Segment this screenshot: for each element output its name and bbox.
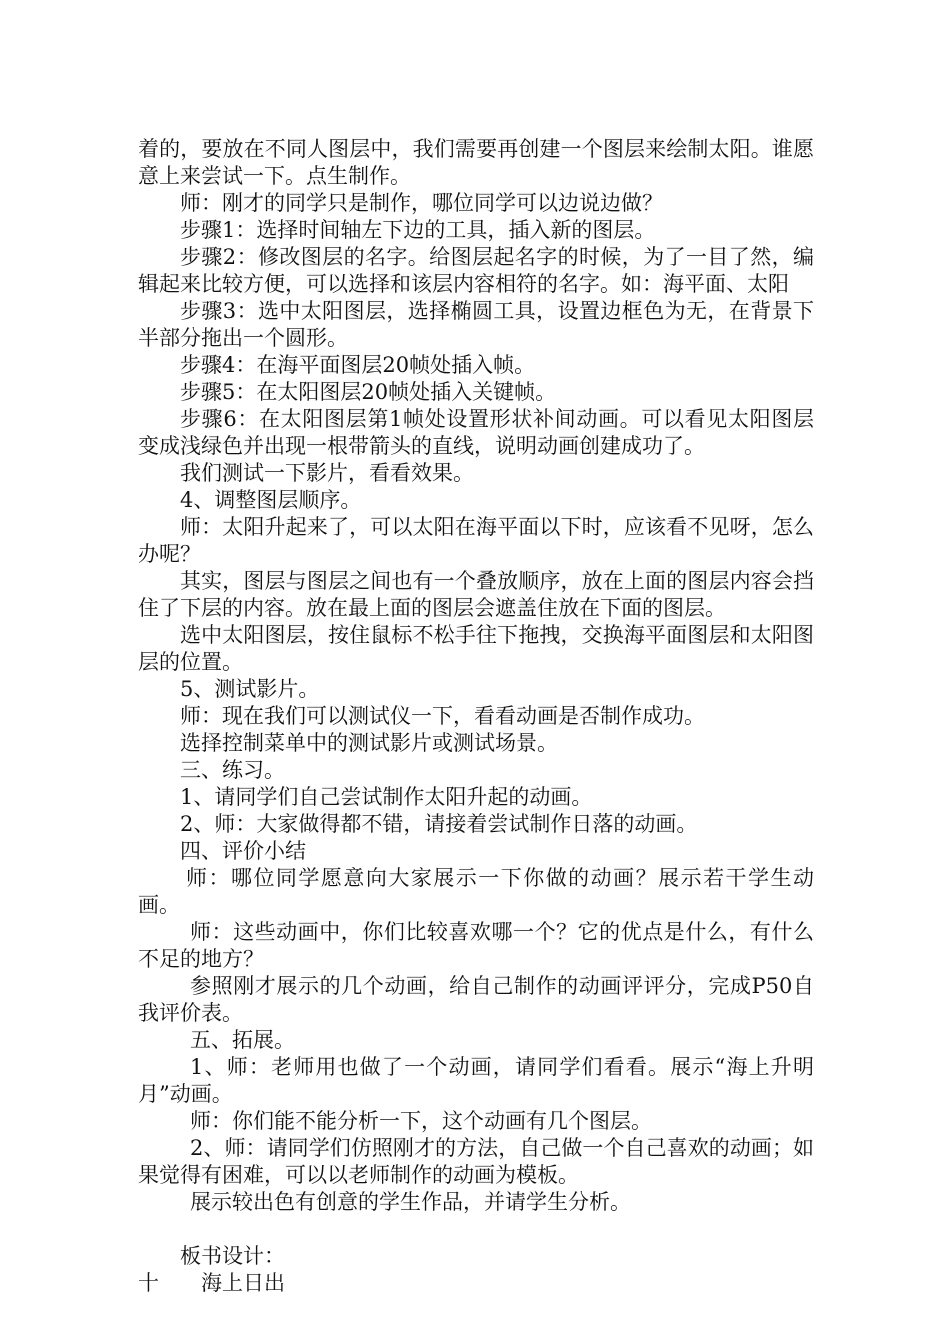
paragraph: 步骤1：选择时间轴左下边的工具，插入新的图层。 (180, 218, 656, 242)
paragraph: 步骤2：修改图层的名字。给图层起名字的时候，为了一目了然，编辑起来比较方便，可以选择和该层内容相符的名字。如：海平面、太阳 (138, 245, 814, 296)
board-title-text: 海上日出 (201, 1271, 285, 1295)
paragraph: 步骤4：在海平面图层20帧处插入帧。 (180, 353, 536, 377)
section-heading: 5、测试影片。 (180, 677, 320, 701)
section-heading: 三、练习。 (180, 758, 285, 782)
paragraph: 我们测试一下影片，看看效果。 (180, 461, 474, 485)
paragraph: 师：刚才的同学只是制作，哪位同学可以边说边做？ (180, 191, 663, 215)
paragraph: 2、师：大家做得都不错，请接着尝试制作日落的动画。 (180, 812, 698, 836)
paragraph: 师：现在我们可以测试仪一下，看看动画是否制作成功。 (180, 704, 705, 728)
section-heading: 五、拓展。 (190, 1028, 295, 1052)
paragraph: 1、师：老师用也做了一个动画，请同学们看看。展示“海上升明月”动画。 (138, 1055, 814, 1106)
paragraph: 师：这些动画中，你们比较喜欢哪一个？它的优点是什么，有什么不足的地方？ (138, 920, 814, 971)
paragraph: 参照刚才展示的几个动画，给自己制作的动画评评分，完成P50自我评价表。 (138, 974, 814, 1025)
paragraph: 选择控制菜单中的测试影片或测试场景。 (180, 731, 558, 755)
paragraph: 步骤3：选中太阳图层，选择椭圆工具，设置边框色为无，在背景下半部分拖出一个圆形。 (138, 299, 814, 350)
paragraph: 展示较出色有创意的学生作品，并请学生分析。 (190, 1190, 631, 1214)
paragraph: 师：哪位同学愿意向大家展示一下你做的动画？展示若干学生动画。 (138, 866, 814, 917)
paragraph: 师：太阳升起来了，可以太阳在海平面以下时，应该看不见呀，怎么办呢？ (138, 515, 814, 566)
paragraph: 步骤6：在太阳图层第1帧处设置形状补间动画。可以看见太阳图层变成浅绿色并出现一根带箭头的直线，说明动画创建成功了。 (138, 407, 814, 458)
section-heading: 四、评价小结 (180, 839, 306, 863)
paragraph: 选中太阳图层，按住鼠标不松手往下拖拽，交换海平面图层和太阳图层的位置。 (138, 623, 814, 674)
document-body (138, 136, 814, 1297)
paragraph: 步骤5：在太阳图层20帧处插入关键帧。 (180, 380, 557, 404)
paragraph: 2、师：请同学们仿照刚才的方法，自己做一个自己喜欢的动画；如果觉得有困难，可以以老师制作的动画为模板。 (138, 1136, 814, 1187)
board-title (138, 1270, 814, 1297)
paragraph: 其实，图层与图层之间也有一个叠放顺序，放在上面的图层内容会挡住了下层的内容。放在最上面的图层会遮盖住放在下面的图层。 (138, 569, 814, 620)
paragraph: 1、请同学们自己尝试制作太阳升起的动画。 (180, 785, 593, 809)
board-number: 十 (138, 1271, 159, 1295)
paragraph: 着的，要放在不同人图层中，我们需要再创建一个图层来绘制太阳。谁愿意上来尝试一下。点生制作。 (138, 137, 814, 188)
section-heading: 4、调整图层顺序。 (180, 488, 362, 512)
blank-line (138, 1216, 814, 1243)
board-design-label: 板书设计： (180, 1244, 285, 1268)
paragraph: 师：你们能不能分析一下，这个动画有几个图层。 (190, 1109, 652, 1133)
